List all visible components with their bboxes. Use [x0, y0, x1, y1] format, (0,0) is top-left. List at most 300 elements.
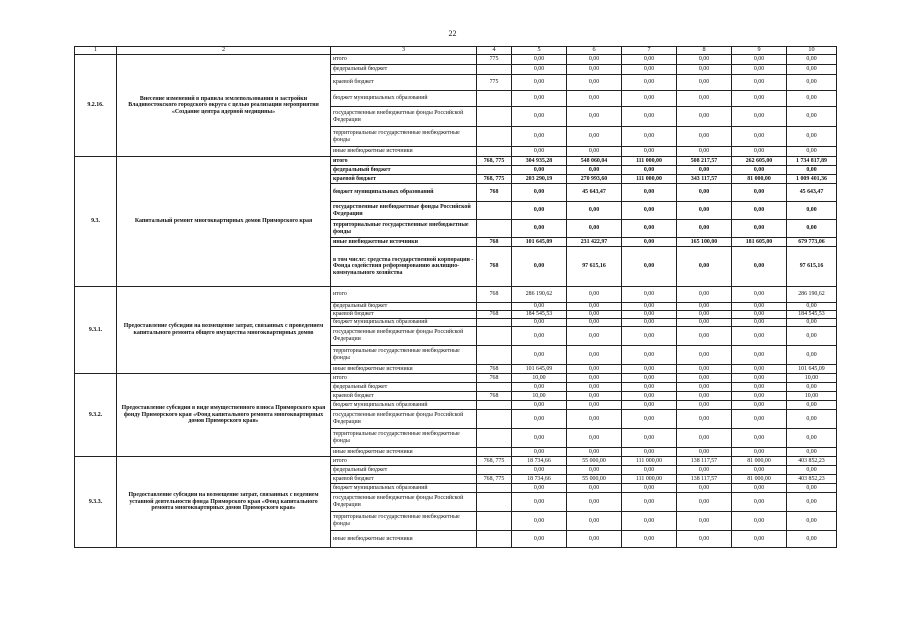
amount-value: 0,00 [677, 410, 732, 429]
total-value: 0,00 [787, 107, 837, 127]
amount-value: 0,00 [622, 75, 677, 91]
amount-value: 508 217,57 [677, 157, 732, 166]
amount-value: 0,00 [512, 512, 567, 531]
amount-value: 0,00 [732, 429, 787, 448]
admin-code [477, 484, 512, 493]
amount-value: 0,00 [512, 107, 567, 127]
amount-value: 0,00 [567, 346, 622, 365]
admin-code: 768, 775 [477, 175, 512, 184]
funding-source: итого [331, 157, 477, 166]
funding-source: бюджет муниципальных образований [331, 484, 477, 493]
amount-value: 0,00 [732, 319, 787, 327]
amount-value: 111 000,00 [622, 175, 677, 184]
amount-value: 0,00 [622, 91, 677, 107]
admin-code: 768 [477, 184, 512, 202]
admin-code: 768 [477, 392, 512, 401]
section-title: Предоставление субсидии на возмещение затрат, связанных с ведением уставной деятельности фонда Приморского края «Фонд капитального ремонта многоквартирных домов Приморского края» [117, 457, 331, 548]
amount-value: 0,00 [512, 247, 567, 287]
amount-value: 0,00 [677, 374, 732, 383]
total-value: 1 009 401,36 [787, 175, 837, 184]
amount-value: 0,00 [677, 303, 732, 311]
total-value: 0,00 [787, 346, 837, 365]
amount-value: 101 645,09 [512, 365, 567, 374]
section-code: 9.2.16. [75, 55, 117, 157]
amount-value: 0,00 [567, 127, 622, 147]
funding-source: иные внебюджетные источники [331, 147, 477, 157]
funding-source: федеральный бюджет [331, 383, 477, 392]
section-title: Капитальный ремонт многоквартирных домов Приморского края [117, 157, 331, 287]
total-value: 0,00 [787, 531, 837, 548]
amount-value: 0,00 [567, 311, 622, 319]
admin-code: 775 [477, 75, 512, 91]
funding-source: государственные внебюджетные фонды Российской Федерации [331, 107, 477, 127]
funding-source: иные внебюджетные источники [331, 448, 477, 457]
amount-value: 0,00 [677, 512, 732, 531]
funding-source: бюджет муниципальных образований [331, 319, 477, 327]
funding-source: итого [331, 374, 477, 383]
amount-value: 0,00 [622, 166, 677, 175]
funding-source: государственные внебюджетные фонды Российской Федерации [331, 410, 477, 429]
amount-value: 0,00 [567, 383, 622, 392]
admin-code [477, 512, 512, 531]
amount-value: 0,00 [512, 184, 567, 202]
amount-value: 0,00 [732, 531, 787, 548]
funding-source: федеральный бюджет [331, 303, 477, 311]
admin-code [477, 220, 512, 238]
amount-value: 0,00 [622, 383, 677, 392]
amount-value: 0,00 [677, 311, 732, 319]
admin-code: 768, 775 [477, 457, 512, 466]
amount-value: 0,00 [512, 202, 567, 220]
amount-value: 0,00 [677, 55, 732, 65]
admin-code [477, 202, 512, 220]
amount-value: 0,00 [677, 247, 732, 287]
admin-code [477, 383, 512, 392]
total-value: 0,00 [787, 327, 837, 346]
amount-value: 231 422,97 [567, 238, 622, 247]
funding-source: государственные внебюджетные фонды Российской Федерации [331, 327, 477, 346]
funding-source: иные внебюджетные источники [331, 238, 477, 247]
total-value: 0,00 [787, 91, 837, 107]
amount-value: 0,00 [677, 466, 732, 475]
amount-value: 111 000,00 [622, 457, 677, 466]
total-value: 0,00 [787, 220, 837, 238]
amount-value: 0,00 [622, 65, 677, 75]
total-value: 0,00 [787, 127, 837, 147]
funding-source: территориальные государственные внебюджетные фонды [331, 127, 477, 147]
amount-value: 304 935,28 [512, 157, 567, 166]
amount-value: 0,00 [677, 383, 732, 392]
admin-code [477, 466, 512, 475]
admin-code [477, 493, 512, 512]
funding-source: итого [331, 55, 477, 65]
amount-value: 0,00 [512, 383, 567, 392]
admin-code [477, 65, 512, 75]
amount-value: 0,00 [622, 319, 677, 327]
table-row [75, 287, 837, 303]
amount-value: 0,00 [622, 147, 677, 157]
amount-value: 0,00 [622, 493, 677, 512]
amount-value: 0,00 [732, 65, 787, 75]
total-value: 0,00 [787, 493, 837, 512]
amount-value: 0,00 [622, 392, 677, 401]
funding-source: федеральный бюджет [331, 466, 477, 475]
amount-value: 0,00 [512, 466, 567, 475]
funding-source: краевой бюджет [331, 475, 477, 484]
amount-value: 0,00 [512, 493, 567, 512]
amount-value: 0,00 [677, 107, 732, 127]
section-title: Предоставление субсидии в виде имущественного взноса Приморского края фонду Приморского края «Фонд капитального ремонта многоквартирных домов Приморского края» [117, 374, 331, 457]
amount-value: 0,00 [732, 166, 787, 175]
amount-value: 0,00 [677, 319, 732, 327]
funding-source: краевой бюджет [331, 311, 477, 319]
section-title: Внесение изменений в правила землепользования и застройки Владивостокского городского округа с целью реализации мероприятия «Создание центра ядерной медицины» [117, 55, 331, 157]
amount-value: 0,00 [567, 202, 622, 220]
amount-value: 0,00 [567, 484, 622, 493]
admin-code [477, 401, 512, 410]
amount-value: 0,00 [512, 401, 567, 410]
funding-source: бюджет муниципальных образований [331, 184, 477, 202]
admin-code: 768 [477, 287, 512, 303]
amount-value: 10,00 [512, 392, 567, 401]
amount-value: 0,00 [512, 147, 567, 157]
amount-value: 55 000,00 [567, 475, 622, 484]
admin-code [477, 327, 512, 346]
column-number: 7 [622, 47, 677, 55]
amount-value: 0,00 [567, 75, 622, 91]
amount-value: 0,00 [677, 202, 732, 220]
amount-value: 0,00 [622, 311, 677, 319]
amount-value: 0,00 [567, 107, 622, 127]
funding-source: территориальные государственные внебюджетные фонды [331, 512, 477, 531]
amount-value: 0,00 [732, 287, 787, 303]
total-value: 0,00 [787, 484, 837, 493]
total-value: 0,00 [787, 147, 837, 157]
admin-code [477, 147, 512, 157]
amount-value: 0,00 [732, 466, 787, 475]
amount-value: 0,00 [677, 91, 732, 107]
amount-value: 0,00 [512, 65, 567, 75]
section-title: Предоставление субсидии на возмещение затрат, связанных с проведением капитального ремонта общего имущества многоквартирных домов [117, 287, 331, 374]
table-row [75, 55, 837, 65]
admin-code: 768 [477, 238, 512, 247]
column-number: 2 [117, 47, 331, 55]
amount-value: 10,00 [512, 374, 567, 383]
amount-value: 343 117,57 [677, 175, 732, 184]
amount-value: 0,00 [512, 166, 567, 175]
amount-value: 111 000,00 [622, 475, 677, 484]
amount-value: 0,00 [732, 303, 787, 311]
amount-value: 0,00 [567, 319, 622, 327]
total-value: 0,00 [787, 65, 837, 75]
amount-value: 0,00 [677, 531, 732, 548]
amount-value: 0,00 [567, 429, 622, 448]
funding-source: территориальные государственные внебюджетные фонды [331, 429, 477, 448]
amount-value: 0,00 [677, 365, 732, 374]
amount-value: 0,00 [512, 91, 567, 107]
amount-value: 0,00 [677, 127, 732, 147]
amount-value: 18 734,66 [512, 457, 567, 466]
amount-value: 0,00 [622, 238, 677, 247]
total-value: 45 643,47 [787, 184, 837, 202]
funding-source: бюджет муниципальных образований [331, 91, 477, 107]
section-code: 9.3.2. [75, 374, 117, 457]
amount-value: 0,00 [622, 484, 677, 493]
column-number: 10 [787, 47, 837, 55]
table-row [75, 374, 837, 383]
amount-value: 0,00 [567, 392, 622, 401]
amount-value: 0,00 [622, 327, 677, 346]
amount-value: 0,00 [567, 448, 622, 457]
amount-value: 0,00 [732, 374, 787, 383]
funding-source: государственные внебюджетные фонды Российской Федерации [331, 202, 477, 220]
admin-code [477, 429, 512, 448]
column-number: 1 [75, 47, 117, 55]
amount-value: 0,00 [732, 247, 787, 287]
amount-value: 181 605,00 [732, 238, 787, 247]
admin-code: 768, 775 [477, 157, 512, 166]
section-code: 9.3.3. [75, 457, 117, 548]
amount-value: 0,00 [732, 392, 787, 401]
amount-value: 203 290,19 [512, 175, 567, 184]
amount-value: 81 000,00 [732, 457, 787, 466]
total-value: 403 852,23 [787, 475, 837, 484]
page-number: 22 [448, 29, 457, 38]
amount-value: 0,00 [732, 220, 787, 238]
amount-value: 548 060,04 [567, 157, 622, 166]
amount-value: 0,00 [512, 531, 567, 548]
table-row [75, 457, 837, 466]
funding-source: краевой бюджет [331, 175, 477, 184]
amount-value: 0,00 [567, 303, 622, 311]
amount-value: 45 643,47 [567, 184, 622, 202]
funding-source: федеральный бюджет [331, 65, 477, 75]
amount-value: 0,00 [732, 147, 787, 157]
amount-value: 0,00 [512, 327, 567, 346]
total-value: 0,00 [787, 410, 837, 429]
total-value: 679 773,06 [787, 238, 837, 247]
total-value: 286 190,62 [787, 287, 837, 303]
section-code: 9.3. [75, 157, 117, 287]
total-value: 0,00 [787, 303, 837, 311]
total-value: 0,00 [787, 319, 837, 327]
amount-value: 0,00 [512, 55, 567, 65]
total-value: 0,00 [787, 202, 837, 220]
funding-source: бюджет муниципальных образований [331, 401, 477, 410]
amount-value: 0,00 [567, 327, 622, 346]
amount-value: 0,00 [677, 429, 732, 448]
amount-value: 165 100,00 [677, 238, 732, 247]
admin-code [477, 448, 512, 457]
amount-value: 0,00 [622, 287, 677, 303]
amount-value: 0,00 [732, 202, 787, 220]
amount-value: 0,00 [732, 55, 787, 65]
amount-value: 0,00 [677, 287, 732, 303]
admin-code [477, 107, 512, 127]
admin-code [477, 166, 512, 175]
amount-value: 0,00 [677, 147, 732, 157]
amount-value: 0,00 [567, 220, 622, 238]
admin-code [477, 346, 512, 365]
total-value: 1 734 817,89 [787, 157, 837, 166]
amount-value: 0,00 [567, 466, 622, 475]
column-number: 3 [331, 47, 477, 55]
amount-value: 0,00 [677, 448, 732, 457]
amount-value: 0,00 [567, 91, 622, 107]
amount-value: 0,00 [677, 484, 732, 493]
funding-source: краевой бюджет [331, 75, 477, 91]
amount-value: 0,00 [512, 448, 567, 457]
amount-value: 18 734,66 [512, 475, 567, 484]
total-value: 184 545,53 [787, 311, 837, 319]
total-value: 0,00 [787, 383, 837, 392]
amount-value: 138 117,57 [677, 475, 732, 484]
amount-value: 0,00 [622, 401, 677, 410]
amount-value: 0,00 [622, 220, 677, 238]
amount-value: 0,00 [567, 365, 622, 374]
amount-value: 0,00 [512, 75, 567, 91]
amount-value: 0,00 [732, 327, 787, 346]
amount-value: 0,00 [622, 466, 677, 475]
amount-value: 0,00 [677, 392, 732, 401]
amount-value: 101 645,09 [512, 238, 567, 247]
amount-value: 0,00 [622, 184, 677, 202]
total-value: 403 852,23 [787, 457, 837, 466]
admin-code: 768 [477, 365, 512, 374]
funding-source: в том числе: средства государственной корпорации - Фонда содействия реформированию жилищно-коммунального хозяйства [331, 247, 477, 287]
amount-value: 0,00 [512, 319, 567, 327]
column-number: 5 [512, 47, 567, 55]
table-body [75, 55, 837, 548]
amount-value: 0,00 [732, 383, 787, 392]
amount-value: 0,00 [677, 65, 732, 75]
funding-source: итого [331, 457, 477, 466]
amount-value: 0,00 [622, 202, 677, 220]
amount-value: 0,00 [732, 512, 787, 531]
column-number: 8 [677, 47, 732, 55]
total-value: 10,00 [787, 374, 837, 383]
funding-source: иные внебюджетные источники [331, 365, 477, 374]
admin-code: 775 [477, 55, 512, 65]
amount-value: 0,00 [567, 493, 622, 512]
amount-value: 0,00 [567, 55, 622, 65]
amount-value: 0,00 [567, 287, 622, 303]
admin-code: 768 [477, 374, 512, 383]
admin-code [477, 531, 512, 548]
budget-table [74, 46, 837, 548]
total-value: 10,00 [787, 392, 837, 401]
amount-value: 0,00 [732, 311, 787, 319]
amount-value: 0,00 [732, 493, 787, 512]
amount-value: 0,00 [732, 91, 787, 107]
amount-value: 0,00 [622, 429, 677, 448]
column-number: 6 [567, 47, 622, 55]
funding-source: федеральный бюджет [331, 166, 477, 175]
amount-value: 0,00 [622, 531, 677, 548]
amount-value: 0,00 [677, 166, 732, 175]
funding-source: территориальные государственные внебюджетные фонды [331, 346, 477, 365]
amount-value: 0,00 [567, 410, 622, 429]
amount-value: 286 190,62 [512, 287, 567, 303]
amount-value: 0,00 [732, 448, 787, 457]
amount-value: 0,00 [732, 365, 787, 374]
admin-code: 768 [477, 311, 512, 319]
total-value: 0,00 [787, 466, 837, 475]
amount-value: 0,00 [512, 303, 567, 311]
amount-value: 0,00 [567, 147, 622, 157]
amount-value: 0,00 [567, 401, 622, 410]
total-value: 0,00 [787, 166, 837, 175]
amount-value: 0,00 [567, 65, 622, 75]
amount-value: 0,00 [732, 107, 787, 127]
amount-value: 0,00 [622, 346, 677, 365]
amount-value: 0,00 [677, 220, 732, 238]
section-code: 9.3.1. [75, 287, 117, 374]
amount-value: 270 993,60 [567, 175, 622, 184]
amount-value: 0,00 [622, 410, 677, 429]
amount-value: 0,00 [622, 247, 677, 287]
amount-value: 0,00 [677, 184, 732, 202]
admin-code [477, 127, 512, 147]
amount-value: 0,00 [677, 327, 732, 346]
total-value: 0,00 [787, 75, 837, 91]
total-value: 0,00 [787, 55, 837, 65]
amount-value: 0,00 [512, 220, 567, 238]
funding-source: государственные внебюджетные фонды Российской Федерации [331, 493, 477, 512]
amount-value: 0,00 [512, 346, 567, 365]
amount-value: 55 000,00 [567, 457, 622, 466]
total-value: 0,00 [787, 429, 837, 448]
amount-value: 0,00 [732, 401, 787, 410]
column-number: 9 [732, 47, 787, 55]
amount-value: 0,00 [677, 493, 732, 512]
column-number-row [75, 47, 837, 55]
total-value: 0,00 [787, 512, 837, 531]
amount-value: 0,00 [732, 184, 787, 202]
funding-source: итого [331, 287, 477, 303]
admin-code: 768, 775 [477, 475, 512, 484]
funding-source: территориальные государственные внебюджетные фонды [331, 220, 477, 238]
amount-value: 0,00 [622, 127, 677, 147]
admin-code [477, 91, 512, 107]
amount-value: 0,00 [622, 303, 677, 311]
amount-value: 0,00 [512, 429, 567, 448]
amount-value: 0,00 [512, 127, 567, 147]
total-value: 0,00 [787, 448, 837, 457]
amount-value: 97 615,16 [567, 247, 622, 287]
amount-value: 0,00 [622, 107, 677, 127]
amount-value: 0,00 [622, 374, 677, 383]
amount-value: 0,00 [567, 512, 622, 531]
amount-value: 138 117,57 [677, 457, 732, 466]
amount-value: 0,00 [732, 127, 787, 147]
amount-value: 0,00 [512, 410, 567, 429]
amount-value: 0,00 [732, 75, 787, 91]
amount-value: 111 000,00 [622, 157, 677, 166]
amount-value: 0,00 [732, 346, 787, 365]
admin-code [477, 303, 512, 311]
amount-value: 0,00 [732, 484, 787, 493]
total-value: 97 615,16 [787, 247, 837, 287]
amount-value: 0,00 [677, 401, 732, 410]
amount-value: 0,00 [677, 346, 732, 365]
amount-value: 0,00 [622, 448, 677, 457]
funding-source: краевой бюджет [331, 392, 477, 401]
funding-source: иные внебюджетные источники [331, 531, 477, 548]
amount-value: 0,00 [512, 484, 567, 493]
amount-value: 0,00 [567, 531, 622, 548]
amount-value: 0,00 [622, 512, 677, 531]
